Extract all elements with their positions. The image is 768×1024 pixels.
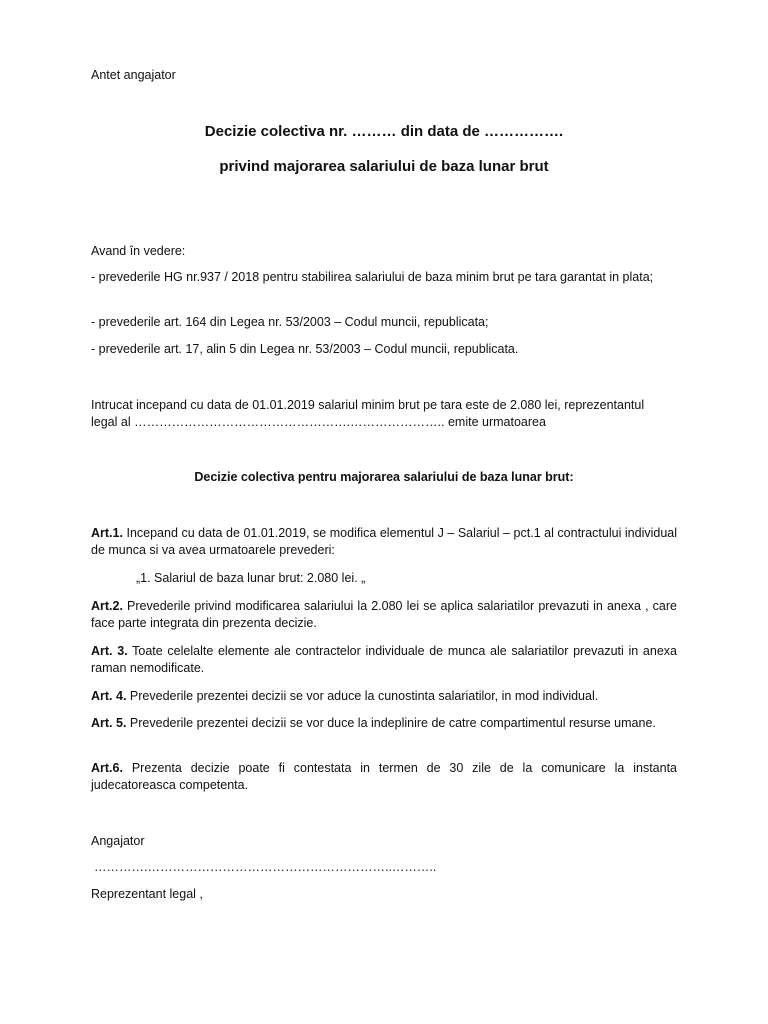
article-label: Art.6. bbox=[91, 761, 123, 775]
legal-representative-label: Reprezentant legal , bbox=[91, 887, 203, 901]
article-text: Incepand cu data de 01.01.2019, se modifica elementul J – Salariul – pct.1 al contractului individual de munca si va avea urmatoarele prevederi: bbox=[91, 526, 677, 557]
employer-label: Angajator bbox=[91, 834, 145, 848]
article-text: Prevederile prezentei decizii se vor aduce la cunostinta salariatilor, in mod individual. bbox=[126, 689, 599, 703]
employer-header: Antet angajator bbox=[91, 68, 176, 82]
article-label: Art. 4. bbox=[91, 689, 127, 703]
considerations-intro: Avand în vedere: bbox=[91, 244, 186, 258]
consideration-item: - prevederile HG nr.937 / 2018 pentru stabilirea salariului de baza minim brut pe tara garantat in plata; bbox=[91, 270, 654, 284]
document-page bbox=[91, 0, 677, 1024]
whereas-line-1: Intrucat incepand cu data de 01.01.2019 salariul minim brut pe tara este de 2.080 lei, reprezentantul bbox=[91, 398, 645, 412]
article-text: Prevederile prezentei decizii se vor duce la indeplinire de catre compartimentul resurse umane. bbox=[126, 716, 656, 730]
quoted-provision: „1. Salariul de baza lunar brut: 2.080 lei. „ bbox=[136, 571, 366, 585]
article-3 bbox=[91, 643, 677, 677]
decision-subtitle: Decizie colectiva pentru majorarea salariului de baza lunar brut: bbox=[194, 470, 574, 484]
article-5 bbox=[91, 715, 677, 732]
whereas-line-2: legal al …………………………………………….………………….. emite urmatoarea bbox=[91, 415, 546, 429]
article-2 bbox=[91, 598, 677, 632]
article-6 bbox=[91, 760, 677, 794]
article-text: Prevederile privind modificarea salariului la 2.080 lei se aplica salariatilor prevazuti in anexa , care face parte integrata din prezenta decizie. bbox=[91, 599, 677, 630]
article-label: Art.1. bbox=[91, 526, 123, 540]
article-text: Toate celelalte elemente ale contractelor individuale de munca ale salariatilor prevazuti in anexa raman nemodificate. bbox=[91, 644, 677, 675]
signature-line: ………….…………………………………………………..……….. bbox=[94, 860, 437, 874]
document-subtitle: privind majorarea salariului de baza lunar brut bbox=[219, 158, 549, 175]
article-text: Prezenta decizie poate fi contestata in termen de 30 zile de la comunicare la instanta judecatoreasca competenta. bbox=[91, 761, 677, 792]
article-label: Art. 5. bbox=[91, 716, 127, 730]
document-title: Decizie colectiva nr. ……… din data de ……………. bbox=[204, 123, 564, 140]
consideration-item: - prevederile art. 164 din Legea nr. 53/2003 – Codul muncii, republicata; bbox=[91, 315, 489, 329]
article-label: Art.2. bbox=[91, 599, 123, 613]
consideration-item: - prevederile art. 17, alin 5 din Legea nr. 53/2003 – Codul muncii, republicata. bbox=[91, 342, 519, 356]
whereas-paragraph bbox=[91, 397, 677, 431]
article-label: Art. 3. bbox=[91, 644, 128, 658]
article-1 bbox=[91, 525, 677, 559]
article-4 bbox=[91, 688, 677, 705]
